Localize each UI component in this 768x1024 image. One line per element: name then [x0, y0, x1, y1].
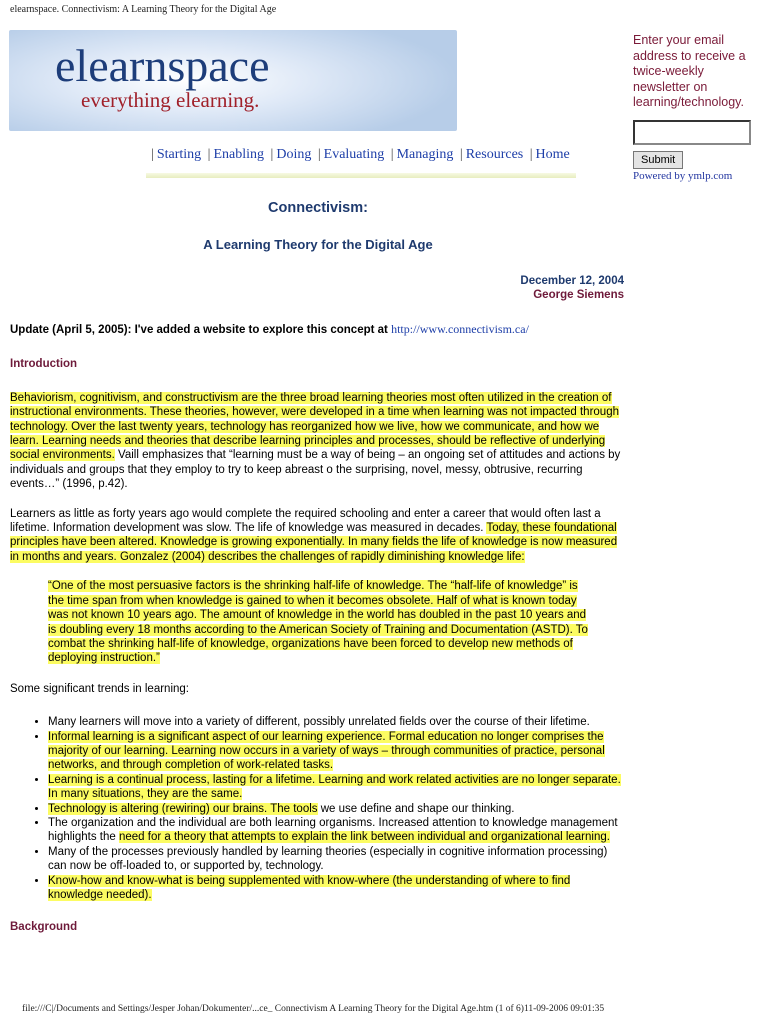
nav-home[interactable]: Home	[535, 147, 570, 162]
list-item	[48, 816, 622, 845]
connectivism-link[interactable]: http://www.connectivism.ca/	[391, 322, 529, 336]
article-date: December 12, 2004	[520, 275, 624, 287]
powered-by-link[interactable]: Powered by ymlp.com	[633, 169, 733, 182]
article-body	[10, 322, 622, 935]
list-item	[48, 730, 622, 773]
main-nav	[148, 147, 570, 163]
trends-list	[10, 715, 622, 902]
paragraph-text: Learners as little as forty years ago would complete the required schooling and enter a career that would often last a lifetime. Information development was slow. The life of knowledge was measured in decades.	[10, 507, 601, 535]
nav-separator: |	[207, 147, 211, 162]
print-header: elearnspace. Connectivism: A Learning Theory for the Digital Age	[10, 4, 277, 15]
list-item-text: Many of the processes previously handled by learning theories (especially in cognitive information processing) can now be off-loaded to, or supported by, technology.	[48, 845, 608, 873]
paragraph-2	[10, 507, 622, 565]
highlighted-text: Behaviorism, cognitivism, and constructivism are the three broad learning theories most often utilized in the creation of instructional environments. These theories, however, were developed in a time when learning was not impacted through technology. Over the last twenty years, technology has reorganized how we live, how we communicate, and how we learn. Learning needs and theories that describe learning principles and processes, should be reflective of underlying social environments.	[10, 391, 619, 462]
article-title: Connectivism:	[268, 200, 368, 216]
newsletter-prompt: Enter your email address to receive a twice-weekly newsletter on learning/technology.	[633, 33, 746, 109]
list-item	[48, 874, 622, 903]
highlighted-text: Learning is a continual process, lasting for a lifetime. Learning and work related activities are no longer separate. In many situations, they are the same.	[48, 773, 621, 801]
section-heading-background: Background	[10, 921, 78, 934]
nav-resources[interactable]: Resources	[465, 147, 524, 162]
nav-separator: |	[151, 147, 154, 162]
nav-separator: |	[317, 147, 321, 162]
list-item-text: Many learners will move into a variety of different, possibly unrelated fields over the course of their lifetime.	[48, 716, 590, 729]
update-note	[10, 322, 622, 337]
logo-text-space: space	[167, 40, 270, 91]
highlighted-text: Today, these foundational principles have been altered. Knowledge is growing exponentially. In many fields the life of knowledge is now measured in months and years. Gonzalez (2004) describes the challenges of rapidly diminishing knowledge life:	[10, 522, 618, 563]
nav-separator: |	[459, 147, 463, 162]
highlighted-text: Know-how and know-what is being supplemented with know-where (the understanding of where to find knowledge needed).	[48, 874, 571, 901]
section-heading-introduction: Introduction	[10, 358, 78, 371]
blockquote	[48, 579, 588, 665]
site-banner[interactable]	[9, 30, 457, 131]
update-text: Update (April 5, 2005): I've added a website to explore this concept at	[10, 324, 392, 336]
nav-doing[interactable]: Doing	[276, 147, 312, 162]
trends-intro: Some significant trends in learning:	[10, 682, 189, 695]
newsletter-email-input[interactable]	[633, 120, 751, 145]
nav-separator: |	[390, 147, 394, 162]
paragraph-1	[10, 391, 622, 492]
nav-divider	[146, 173, 576, 178]
paragraph-text: Vaill emphasizes that “learning must be a way of being – an ongoing set of attitudes and actions by individuals and groups that they employ to try to keep abreast o the surprising, novel, messy, obtrusive, recurring events…” (1996, p.42).	[10, 449, 621, 491]
list-item	[48, 773, 622, 802]
newsletter-submit-button[interactable]: Submit	[633, 151, 683, 169]
site-tagline: everything elearning.	[81, 88, 260, 112]
article-subtitle: A Learning Theory for the Digital Age	[203, 237, 433, 252]
nav-managing[interactable]: Managing	[396, 147, 454, 162]
list-item	[48, 845, 622, 874]
site-logo	[55, 40, 270, 92]
highlighted-text: Informal learning is a significant aspect of our learning experience. Formal education no longer comprises the majority of our learning. Learning now occurs in a variety of ways – through communities of practice, personal networks, and through completion of work-related tasks.	[48, 730, 605, 772]
print-footer: file:///C|/Documents and Settings/Jesper Johan/Dokumenter/...ce_ Connectivism A Learning Theory for the Digital Age.htm (1 of 6)11-09-2006 09:01:35	[22, 1004, 605, 1014]
nav-separator: |	[270, 147, 274, 162]
article-byline	[520, 274, 624, 302]
nav-starting[interactable]: Starting	[156, 147, 202, 162]
logo-text-elearn: elearn	[55, 40, 168, 91]
list-item-text: The organization and the individual are both learning organisms. Increased attention to knowledge management highlights the	[48, 816, 618, 844]
list-item-text: we use define and shape our thinking.	[317, 802, 515, 815]
highlighted-text: Technology is altering (rewiring) our brains. The tools	[48, 802, 318, 815]
newsletter-signup	[633, 33, 758, 182]
list-item	[48, 802, 622, 816]
nav-evaluating[interactable]: Evaluating	[323, 147, 385, 162]
list-item	[48, 715, 622, 729]
nav-enabling[interactable]: Enabling	[213, 147, 265, 162]
article-author: George Siemens	[533, 289, 624, 301]
highlighted-text: “One of the most persuasive factors is the shrinking half-life of knowledge. The “half-life of knowledge” is the time span from when knowledge is gained to when it becomes obsolete. Half of what is known today was not known 10 years ago. The amount of knowledge in the world has doubled in the past 10 years and is doubling every 18 months according to the American Society of Training and Documentation (ASTD). To combat the shrinking half-life of knowledge, organizations have been forced to develop new methods of deploying instruction.”	[48, 580, 588, 665]
highlighted-text: need for a theory that attempts to explain the link between individual and organizational learning.	[118, 831, 610, 844]
nav-separator: |	[529, 147, 533, 162]
